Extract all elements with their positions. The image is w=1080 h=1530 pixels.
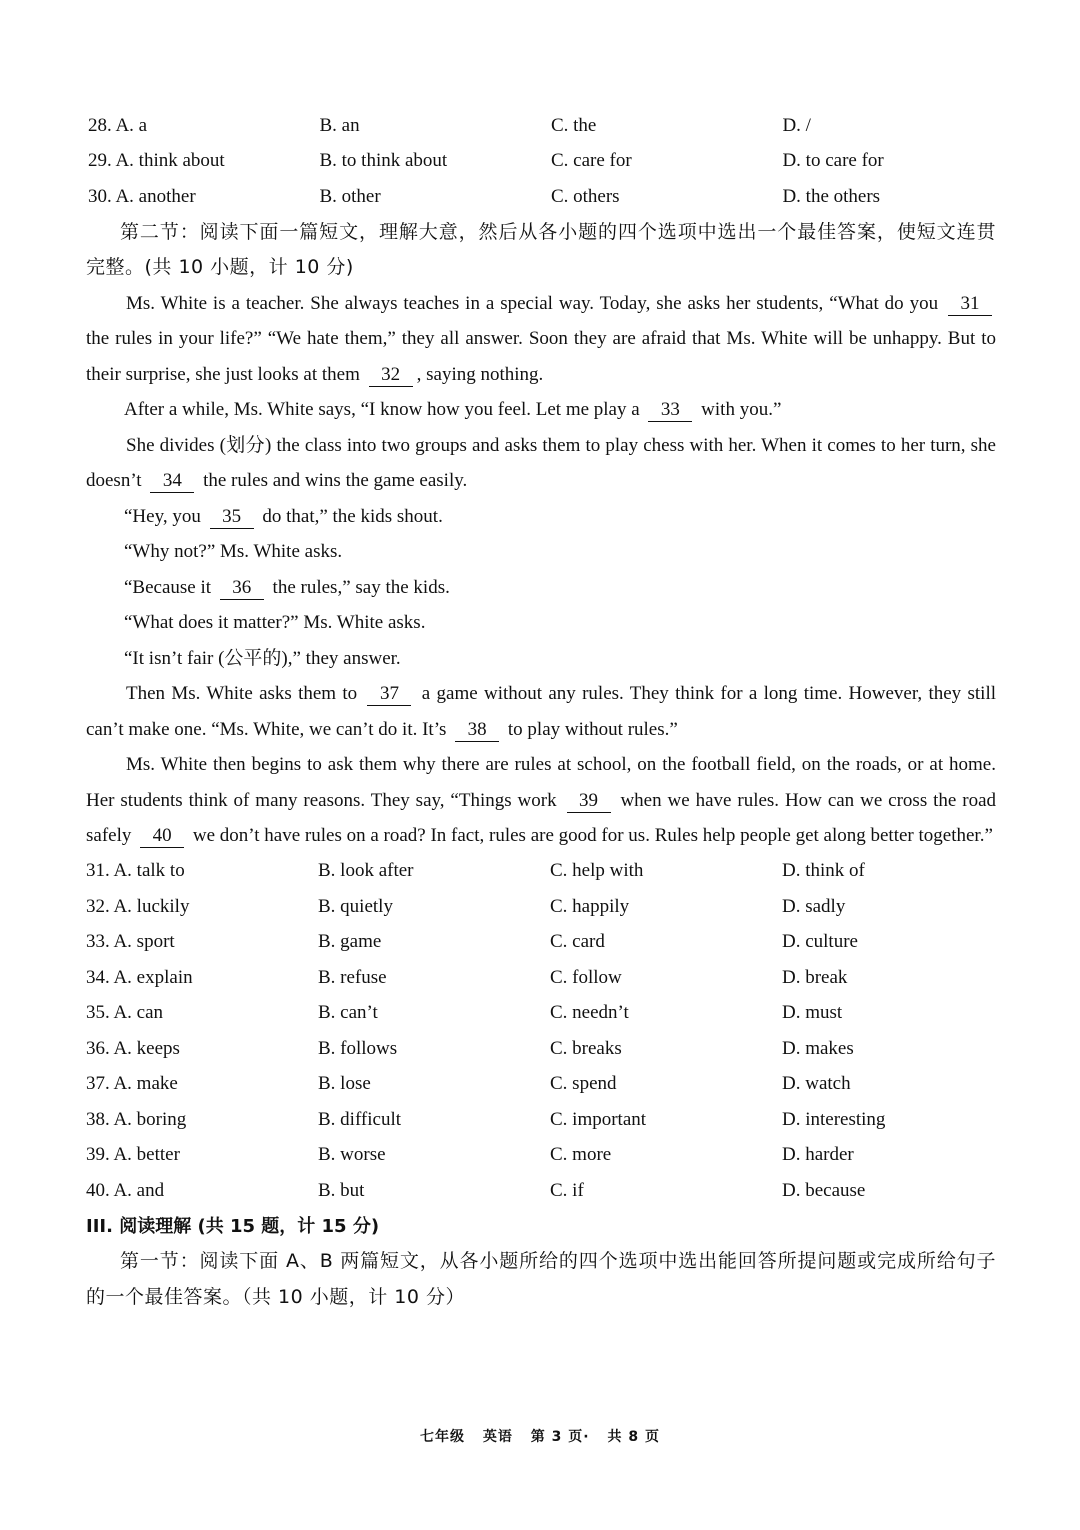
option-row [86,1031,996,1067]
option-c: C. important [550,1108,647,1130]
text: , saying nothing. [416,363,544,385]
option-a: 35. A. can [86,1002,164,1024]
option-d: D. because [782,1179,866,1201]
option-a: 32. A. luckily [86,895,190,917]
blank-37: 37 [367,683,411,706]
paragraph-6 [86,570,996,606]
paragraph-9 [86,676,996,747]
option-d: D. makes [782,1037,854,1059]
text: “Because it [124,576,212,598]
text: when we have rules. How can we cross the road safely [86,789,997,846]
option-a: 33. A. sport [86,931,175,953]
option-row [86,144,996,180]
option-row [86,1067,996,1103]
option-d: D. to care for [782,150,884,172]
text: to play without rules.” [507,718,678,740]
option-a: 29. A. think about [88,150,225,172]
option-b: B. lose [318,1073,371,1095]
text: do that,” the kids shout. [262,505,443,527]
option-b: B. look after [318,860,414,882]
option-d: D. the others [782,185,881,207]
option-b: B. follows [318,1037,398,1059]
option-d: D. watch [782,1073,851,1095]
blank-39: 39 [567,790,611,813]
option-d: D. think of [782,860,865,882]
text: “Hey, you [124,505,201,527]
paragraph-7: “What does it matter?” Ms. White asks. [124,612,426,633]
option-b: B. refuse [318,966,387,988]
paragraph-2 [86,392,996,428]
paragraph-10 [86,747,996,854]
blank-38: 38 [455,719,499,742]
option-d: D. culture [782,931,858,953]
footer-grade: 七年级 [420,1429,466,1445]
option-a: 37. A. make [86,1073,178,1095]
option-c: C. happily [550,895,630,917]
option-c: C. more [550,1144,612,1166]
option-b: B. worse [318,1144,386,1166]
option-row [86,925,996,961]
blank-36: 36 [220,577,264,600]
text: the rules in your life?” “We hate them,” they all answer. Soon they are afraid that Ms. White will be unhappy. But to their surprise, she just looks at them [86,328,996,385]
options-28-30 [86,108,996,215]
blank-32: 32 [369,364,413,387]
blank-40: 40 [140,825,184,848]
text: Then Ms. White asks them to [126,683,358,704]
option-c: C. help with [550,860,644,882]
option-row [86,960,996,996]
option-b: B. quietly [318,895,393,917]
option-c: C. needn’t [550,1002,629,1024]
option-row [86,854,996,890]
text: After a while, Ms. White says, “I know how you feel. Let me play a [124,399,640,420]
exam-page [86,108,996,1315]
option-c: C. others [550,185,620,207]
text: the rules,” say the kids. [272,576,450,598]
option-d: D. break [782,966,848,988]
option-a: 31. A. talk to [86,860,185,882]
text: Ms. White is a teacher. She always teaches in a special way. Today, she asks her students, “What do you [126,292,939,314]
paragraph-4 [86,499,996,535]
option-c: C. card [550,931,605,953]
footer-subject: 英语 [482,1429,513,1445]
page-footer [0,1426,1080,1446]
option-a: 28. A. a [88,114,148,136]
option-b: B. an [319,114,360,136]
option-c: C. the [550,114,597,136]
option-row [86,179,996,215]
blank-31: 31 [948,293,992,316]
section-2-heading: 第二节：阅读下面一篇短文，理解大意，然后从各小题的四个选项中选出一个最佳答案，使短文连贯完整。(共 10 小题，计 10 分) [86,220,996,278]
option-row [86,1102,996,1138]
option-d: D. sadly [782,895,846,917]
option-a: 40. A. and [86,1179,165,1201]
part-3-title: III. 阅读理解 (共 15 题，计 15 分) [86,1215,380,1237]
option-c: C. breaks [550,1037,622,1059]
text: She divides (划分) the class into two groups and asks them to play chess with her. When it comes to her turn, she doesn’t [86,434,996,491]
blank-35: 35 [210,506,254,529]
paragraph-8: “It isn’t fair (公平的),” they answer. [124,647,401,669]
blank-33: 33 [648,399,692,422]
footer-page-number: 第 3 页· [530,1429,590,1445]
option-a: 36. A. keeps [86,1037,180,1059]
option-b: B. difficult [318,1108,402,1130]
option-a: 38. A. boring [86,1108,187,1130]
option-a: 39. A. better [86,1144,180,1166]
option-row [86,108,996,144]
option-row [86,996,996,1032]
blank-34: 34 [150,470,194,493]
option-a: 30. A. another [88,185,196,207]
option-c: C. care for [550,150,632,172]
option-b: B. game [318,931,382,953]
options-31-40 [86,854,996,1209]
paragraph-3 [86,428,996,499]
option-row [86,889,996,925]
option-d: D. harder [782,1144,854,1166]
option-row [86,1173,996,1209]
option-c: C. follow [550,966,622,988]
option-c: C. spend [550,1073,617,1095]
footer-total-pages: 共 8 页 [607,1429,660,1445]
option-d: D. must [782,1002,843,1024]
option-d: D. / [782,114,811,136]
text: Ms. White then begins to ask them why there are rules at school, on the football field, on the roads, or at home. Her students think of many reasons. They say, “Things work [86,754,996,811]
paragraph-5: “Why not?” Ms. White asks. [124,541,343,562]
option-b: B. can’t [318,1002,378,1024]
option-b: B. but [318,1179,365,1201]
cloze-passage [86,286,996,854]
part-3-section-1-heading: 第一节：阅读下面 A、B 两篇短文，从各小题所给的四个选项中选出能回答所提问题或完成所给句子的一个最佳答案。（共 10 小题，计 10 分） [86,1250,996,1308]
option-d: D. interesting [782,1108,886,1130]
option-row [86,1138,996,1174]
text: the rules and wins the game easily. [203,470,468,491]
text: with you.” [701,399,782,420]
option-c: C. if [550,1179,584,1201]
option-b: B. other [319,185,381,207]
option-b: B. to think about [319,150,448,172]
option-a: 34. A. explain [86,966,193,988]
paragraph-1 [86,286,996,393]
text: we don’t have rules on a road? In fact, rules are good for us. Rules help people get along better together.” [192,825,993,846]
text: a game without any rules. They think for a long time. However, they still can’t make one. “Ms. White, we can’t do it. It’s [86,683,996,740]
